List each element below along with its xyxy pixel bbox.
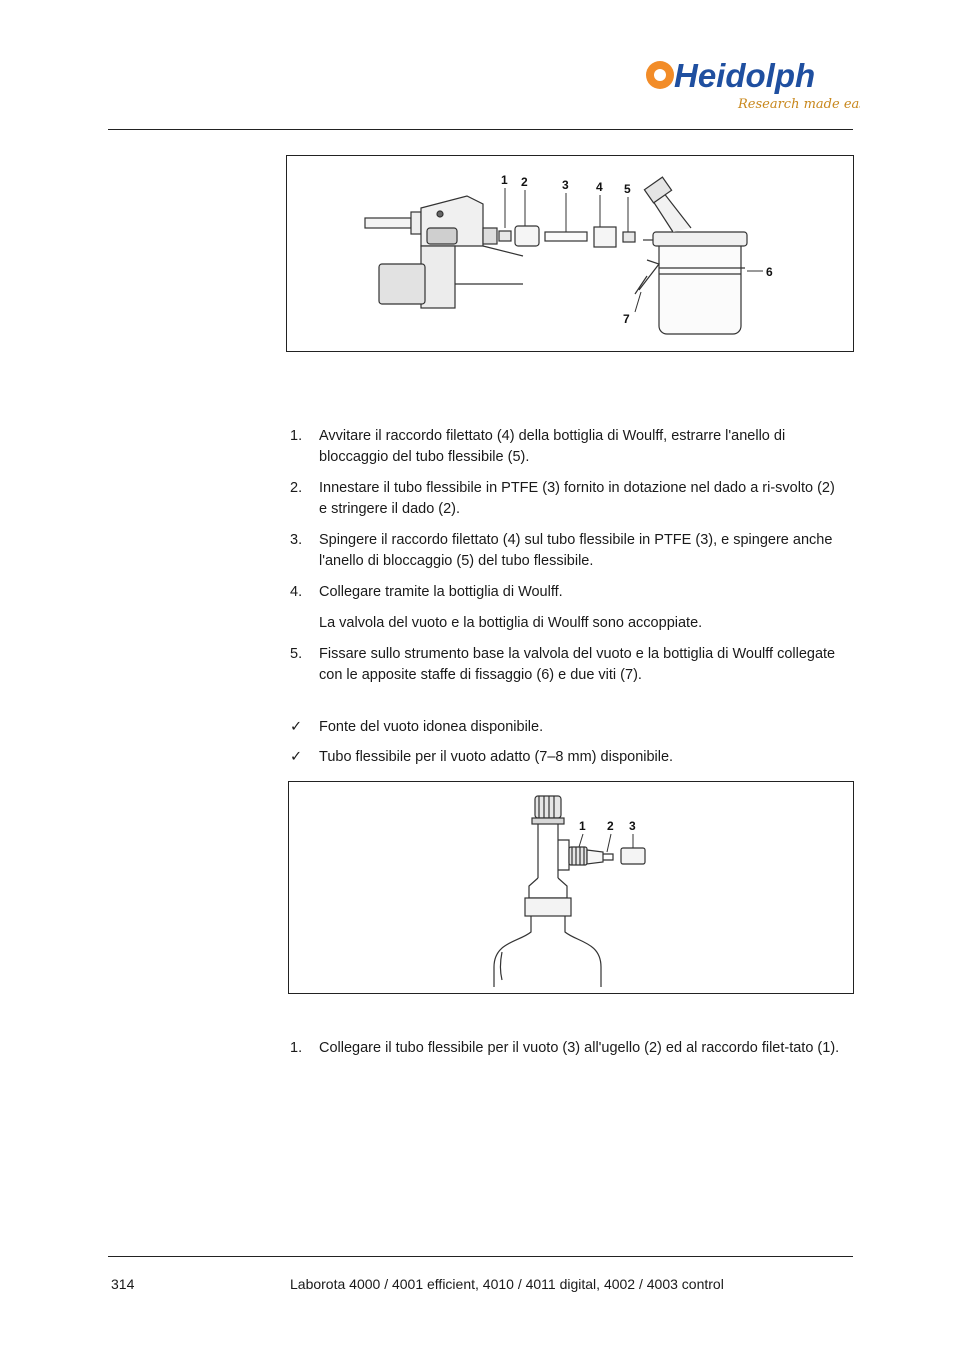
flask-nozzle-drawing xyxy=(289,782,853,993)
callout-1: 1 xyxy=(501,173,508,187)
figure-flask-nozzle xyxy=(288,781,854,994)
step-text: Collegare tramite la bottiglia di Woulff. xyxy=(319,584,563,600)
checkmark-icon: ✓ xyxy=(290,719,303,735)
callout-6: 6 xyxy=(766,265,773,279)
callout-3: 3 xyxy=(562,178,569,192)
callout-2: 2 xyxy=(521,175,528,189)
checkmark-icon: ✓ xyxy=(290,749,303,765)
figure-valve-woulff xyxy=(286,155,854,352)
heidolph-logo xyxy=(640,50,860,120)
callout-4: 4 xyxy=(596,180,603,194)
header-rule xyxy=(108,129,853,130)
step-number: 2. xyxy=(290,480,303,496)
callout-3: 3 xyxy=(629,819,636,833)
page-number: 314 xyxy=(111,1276,135,1292)
step-text: Avvitare il raccordo filettato (4) della bottiglia di Woulff, estrarre l'anello di bloccaggio del tubo flessibile (5). xyxy=(319,428,786,465)
step-text: Spingere il raccordo filettato (4) sul tubo flessibile in PTFE (3), e spingere anche l'anello di bloccaggio (5) del tubo flessibile. xyxy=(319,532,833,569)
step-a-result: La valvola del vuoto e la bottiglia di Woulff sono accoppiate. xyxy=(319,615,703,631)
callout-2: 2 xyxy=(607,819,614,833)
callout-1: 1 xyxy=(579,819,586,833)
step-number: 1. xyxy=(290,428,303,444)
brand-name: Heidolph xyxy=(674,57,816,94)
step-text: Innestare il tubo flessibile in PTFE (3) fornito in dotazione nel dado a ri-svolto (2) e stringere il dado (2). xyxy=(319,480,835,517)
step-number: 5. xyxy=(290,646,303,662)
footer-rule xyxy=(108,1256,853,1257)
callout-5: 5 xyxy=(624,182,631,196)
step-text: Collegare il tubo flessibile per il vuoto (3) all'ugello (2) ed al raccordo filet-tato (1). xyxy=(319,1040,840,1056)
requirement-text: Fonte del vuoto idonea disponibile. xyxy=(319,719,544,735)
step-number: 1. xyxy=(290,1040,303,1056)
callout-7: 7 xyxy=(623,312,630,326)
document-title: Laborota 4000 / 4001 efficient, 4010 / 4011 digital, 4002 / 4003 control xyxy=(290,1276,724,1292)
brand-tagline: Research made easy xyxy=(738,97,860,112)
step-number: 4. xyxy=(290,584,303,600)
logo-mark xyxy=(640,50,860,120)
valve-woulff-drawing xyxy=(287,156,853,351)
requirement-text: Tubo flessibile per il vuoto adatto (7–8 mm) disponibile. xyxy=(319,749,674,765)
step-number: 3. xyxy=(290,532,303,548)
step-text: Fissare sullo strumento base la valvola del vuoto e la bottiglia di Woulff collegate con le apposite staffe di fissaggio (6) e due viti (7). xyxy=(319,646,836,683)
